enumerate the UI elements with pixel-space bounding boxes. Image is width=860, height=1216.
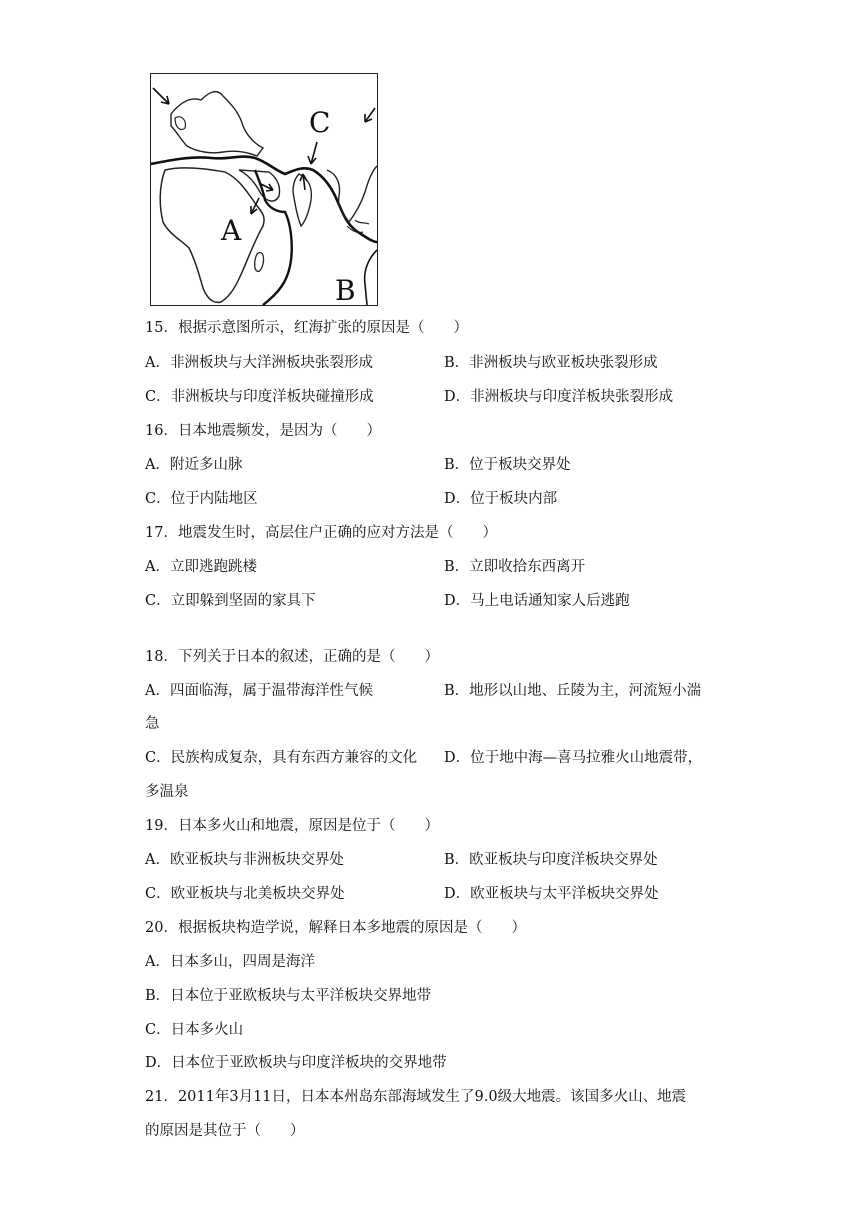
britain-island [175, 117, 185, 130]
question-17-option-b[interactable]: B．立即收拾东西离开 [444, 559, 586, 575]
question-15-option-b[interactable]: B．非洲板块与欧亚板块张裂形成 [444, 355, 658, 371]
europe-outline [171, 92, 263, 156]
question-16-option-b[interactable]: B．位于板块交界处 [444, 457, 571, 473]
question-19-option-a[interactable]: A．欧亚板块与非洲板块交界处 [145, 852, 344, 868]
question-15-option-c[interactable]: C．非洲板块与印度洋板块碰撞形成 [145, 389, 374, 405]
question-18-option-b-continuation: 急 [145, 716, 160, 732]
question-19-option-c[interactable]: C．欧亚板块与北美板块交界处 [145, 886, 345, 902]
question-17-option-c[interactable]: C．立即躲到坚固的家具下 [145, 593, 316, 609]
question-15-option-d[interactable]: D．非洲板块与印度洋板块张裂形成 [444, 389, 674, 405]
plate-label-a: A [221, 214, 242, 247]
question-16-option-d[interactable]: D．位于板块内部 [444, 491, 558, 507]
plate-label-b: B [335, 274, 356, 305]
question-20-option-c[interactable]: C．日本多火山 [145, 1022, 244, 1038]
question-17-option-a[interactable]: A．立即逃跑跳楼 [145, 559, 257, 575]
india-outline [293, 174, 311, 226]
question-17-stem: 17．地震发生时，高层住户正确的应对方法是（ ） [145, 525, 497, 541]
question-16-option-a[interactable]: A．附近多山脉 [145, 457, 243, 473]
question-20-stem: 20．根据板块构造学说，解释日本多地震的原因是（ ） [145, 920, 526, 936]
question-18-option-a[interactable]: A．四面临海，属于温带海洋性气候 [145, 683, 373, 699]
plate-map-svg [151, 74, 377, 305]
question-18-stem: 18．下列关于日本的叙述，正确的是（ ） [145, 649, 439, 665]
question-19-option-b[interactable]: B．欧亚板块与印度洋板块交界处 [444, 852, 658, 868]
question-21-stem-line1: 21．2011年3月11日，日本本州岛东部海域发生了9.0级大地震。该国多火山、地震 [145, 1089, 687, 1105]
question-19-option-d[interactable]: D．欧亚板块与太平洋板块交界处 [444, 886, 659, 902]
question-21-stem-line2: 的原因是其位于（ ） [145, 1123, 305, 1139]
madagascar-island [255, 252, 264, 271]
arabia-outline [239, 170, 280, 201]
arrow-northwest [153, 88, 169, 104]
question-15-stem: 15．根据示意图所示，红海扩张的原因是（ ） [145, 320, 468, 336]
plate-map-figure [150, 73, 378, 306]
question-16-stem: 16．日本地震频发，是因为（ ） [145, 423, 381, 439]
question-20-option-a[interactable]: A．日本多山，四周是海洋 [145, 954, 315, 970]
question-18-option-c[interactable]: C．民族构成复杂，具有东西方兼容的文化 [145, 750, 418, 766]
plate-boundary-east [365, 250, 377, 305]
question-18-option-b[interactable]: B．地形以山地、丘陵为主，河流短小湍 [444, 683, 702, 699]
question-20-option-b[interactable]: B．日本位于亚欧板块与太平洋板块交界地带 [145, 988, 432, 1004]
question-17-option-d[interactable]: D．马上电话通知家人后逃跑 [444, 593, 630, 609]
question-15-option-a[interactable]: A．非洲板块与大洋洲板块张裂形成 [145, 355, 373, 371]
question-18-option-d[interactable]: D．位于地中海—喜马拉雅火山地震带， [444, 750, 703, 766]
plate-boundary-ridge [255, 170, 292, 305]
question-16-option-c[interactable]: C．位于内陆地区 [145, 491, 258, 507]
africa-outline [160, 168, 264, 303]
plate-label-c: C [309, 106, 331, 139]
question-18-option-d-continuation: 多温泉 [145, 784, 189, 800]
question-20-option-d[interactable]: D．日本位于亚欧板块与印度洋板块的交界地带 [145, 1055, 447, 1071]
question-19-stem: 19．日本多火山和地震，原因是位于（ ） [145, 818, 439, 834]
